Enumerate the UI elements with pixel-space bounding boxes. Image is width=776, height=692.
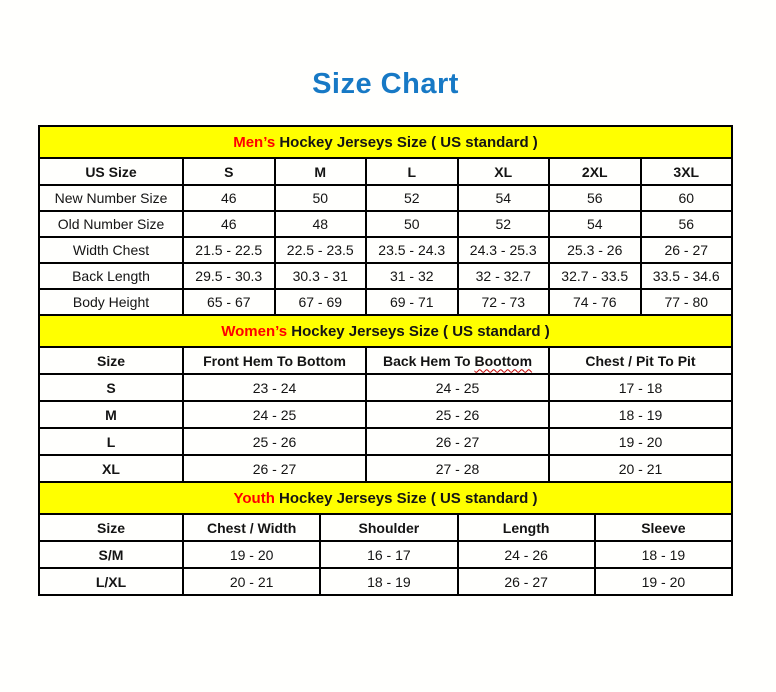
table-cell: 25.3 - 26 bbox=[549, 237, 641, 263]
table-cell: 72 - 73 bbox=[458, 289, 550, 315]
header-cell: Sleeve bbox=[595, 514, 732, 541]
row-label-cell: L bbox=[39, 428, 183, 455]
row-label-cell: Body Height bbox=[39, 289, 183, 315]
row-label-cell: S bbox=[39, 374, 183, 401]
table-cell: 29.5 - 30.3 bbox=[183, 263, 275, 289]
table-cell: 21.5 - 22.5 bbox=[183, 237, 275, 263]
table-cell: 18 - 19 bbox=[595, 541, 732, 568]
womens-header-row bbox=[39, 347, 732, 374]
row-label-cell: Old Number Size bbox=[39, 211, 183, 237]
table-row bbox=[39, 211, 732, 237]
table-cell: 32.7 - 33.5 bbox=[549, 263, 641, 289]
table-cell: 56 bbox=[549, 185, 641, 211]
header-cell: Chest / Width bbox=[183, 514, 320, 541]
table-cell: 33.5 - 34.6 bbox=[641, 263, 733, 289]
table-cell: 19 - 20 bbox=[549, 428, 732, 455]
table-cell: 50 bbox=[275, 185, 367, 211]
table-row bbox=[39, 374, 732, 401]
table-cell: 24.3 - 25.3 bbox=[458, 237, 550, 263]
table-cell: 60 bbox=[641, 185, 733, 211]
table-cell: 50 bbox=[366, 211, 458, 237]
size-chart bbox=[38, 125, 733, 596]
table-cell: 20 - 21 bbox=[549, 455, 732, 482]
table-cell: 25 - 26 bbox=[366, 401, 549, 428]
table-cell: 77 - 80 bbox=[641, 289, 733, 315]
row-label-cell: New Number Size bbox=[39, 185, 183, 211]
header-cell: Size bbox=[39, 347, 183, 374]
row-label-cell: S/M bbox=[39, 541, 183, 568]
table-cell: 56 bbox=[641, 211, 733, 237]
table-cell: 23 - 24 bbox=[183, 374, 366, 401]
table-cell: 46 bbox=[183, 211, 275, 237]
header-cell: M bbox=[275, 158, 367, 185]
header-cell: Length bbox=[458, 514, 595, 541]
table-cell: 24 - 25 bbox=[183, 401, 366, 428]
table-cell: 46 bbox=[183, 185, 275, 211]
mens-banner bbox=[39, 126, 732, 158]
header-cell: S bbox=[183, 158, 275, 185]
misspelled-word: Boottom bbox=[474, 352, 533, 369]
table-cell: 18 - 19 bbox=[549, 401, 732, 428]
header-cell: US Size bbox=[39, 158, 183, 185]
table-cell: 22.5 - 23.5 bbox=[275, 237, 367, 263]
youth-banner-row bbox=[39, 482, 732, 514]
table-cell: 16 - 17 bbox=[320, 541, 457, 568]
row-label-cell: Width Chest bbox=[39, 237, 183, 263]
header-cell: Front Hem To Bottom bbox=[183, 347, 366, 374]
table-row bbox=[39, 263, 732, 289]
table-cell: 48 bbox=[275, 211, 367, 237]
youth-size-table bbox=[38, 481, 733, 596]
header-text: Back Hem To bbox=[382, 352, 475, 369]
header-cell: XL bbox=[458, 158, 550, 185]
table-cell: 26 - 27 bbox=[458, 568, 595, 595]
header-cell: Size bbox=[39, 514, 183, 541]
table-cell: 74 - 76 bbox=[549, 289, 641, 315]
mens-banner-rest: Hockey Jerseys Size ( US standard ) bbox=[275, 133, 538, 151]
table-cell: 32 - 32.7 bbox=[458, 263, 550, 289]
table-row bbox=[39, 455, 732, 482]
mens-banner-row bbox=[39, 126, 732, 158]
womens-size-table bbox=[38, 314, 733, 483]
table-row bbox=[39, 428, 732, 455]
row-label-cell: Back Length bbox=[39, 263, 183, 289]
header-cell: L bbox=[366, 158, 458, 185]
header-cell: 2XL bbox=[549, 158, 641, 185]
table-cell: 17 - 18 bbox=[549, 374, 732, 401]
table-cell: 30.3 - 31 bbox=[275, 263, 367, 289]
table-cell: 54 bbox=[458, 185, 550, 211]
table-cell: 27 - 28 bbox=[366, 455, 549, 482]
womens-banner bbox=[39, 315, 732, 347]
table-row bbox=[39, 185, 732, 211]
table-cell: 19 - 20 bbox=[183, 541, 320, 568]
table-cell: 18 - 19 bbox=[320, 568, 457, 595]
table-cell: 69 - 71 bbox=[366, 289, 458, 315]
table-row bbox=[39, 541, 732, 568]
table-row bbox=[39, 289, 732, 315]
table-cell: 19 - 20 bbox=[595, 568, 732, 595]
table-cell: 67 - 69 bbox=[275, 289, 367, 315]
mens-banner-highlight: Men’s bbox=[233, 133, 276, 151]
table-cell: 31 - 32 bbox=[366, 263, 458, 289]
table-cell: 24 - 25 bbox=[366, 374, 549, 401]
table-cell: 23.5 - 24.3 bbox=[366, 237, 458, 263]
table-cell: 65 - 67 bbox=[183, 289, 275, 315]
header-cell bbox=[366, 347, 549, 374]
row-label-cell: XL bbox=[39, 455, 183, 482]
table-cell: 26 - 27 bbox=[183, 455, 366, 482]
table-cell: 20 - 21 bbox=[183, 568, 320, 595]
womens-banner-highlight: Women’s bbox=[221, 322, 288, 340]
mens-header-row bbox=[39, 158, 732, 185]
youth-header-row bbox=[39, 514, 732, 541]
row-label-cell: M bbox=[39, 401, 183, 428]
womens-banner-row bbox=[39, 315, 732, 347]
womens-banner-rest: Hockey Jerseys Size ( US standard ) bbox=[287, 322, 550, 340]
header-cell: Chest / Pit To Pit bbox=[549, 347, 732, 374]
youth-banner-rest: Hockey Jerseys Size ( US standard ) bbox=[274, 489, 538, 507]
table-row bbox=[39, 401, 732, 428]
table-cell: 52 bbox=[366, 185, 458, 211]
page-title: Size Chart bbox=[312, 68, 459, 100]
table-row bbox=[39, 568, 732, 595]
table-cell: 24 - 26 bbox=[458, 541, 595, 568]
mens-size-table bbox=[38, 125, 733, 316]
header-cell: Shoulder bbox=[320, 514, 457, 541]
youth-banner bbox=[39, 482, 732, 514]
table-cell: 25 - 26 bbox=[183, 428, 366, 455]
row-label-cell: L/XL bbox=[39, 568, 183, 595]
table-cell: 52 bbox=[458, 211, 550, 237]
youth-banner-highlight: Youth bbox=[233, 489, 275, 507]
table-cell: 26 - 27 bbox=[366, 428, 549, 455]
table-row bbox=[39, 237, 732, 263]
table-cell: 54 bbox=[549, 211, 641, 237]
table-cell: 26 - 27 bbox=[641, 237, 733, 263]
header-cell: 3XL bbox=[641, 158, 733, 185]
